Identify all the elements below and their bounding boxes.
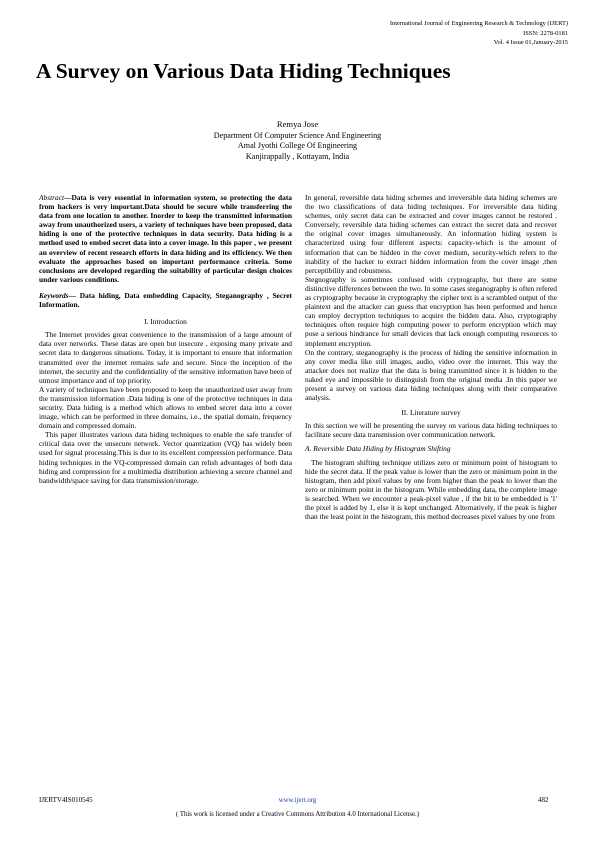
abstract-label: Abstract <box>39 193 65 202</box>
intro-paragraph-1: The Internet provides great convenience to the transmission of a large amount of data over networks. These datas are open but insecure , exposing many private and secret data to dangerous situations. Today, it is important to ensure that information transmitted over the internet remains safe and secure. Since the inception of the internet, the security and the confidentiality of the sensitive information have been of utmost importance and of top priority. <box>39 330 292 385</box>
author-name: Remya Jose <box>276 119 319 129</box>
footer-page-number: 482 <box>538 796 549 804</box>
section-heading-literature-survey: II. Literature survey <box>401 408 461 418</box>
issn: ISSN: 2278-0181 <box>523 29 568 37</box>
author-location: Kanjirappally , Kottayam, India <box>245 151 350 161</box>
author-college: Amal Jyothi College Of Engineering <box>237 141 358 150</box>
footer-paper-id: IJERTV4IS010545 <box>39 796 93 804</box>
body-paragraph-4: In this section we will be presenting the survey on various data hiding techniques to facilitate secure data transmission over communication network. <box>305 421 557 440</box>
journal-header <box>390 19 568 48</box>
intro-paragraph-3: This paper illustrates various data hiding techniques to enable the safe transfer of critical data over the unsecure network. Vector quantization (VQ) has widely been used for signal processing.This is due to its excellent compression performance. Data hiding techniques in the VQ-compressed domain can relish advantages of both data hiding and compression for a multimedia distribution achieving a secure channel and bandwidth/space saving for data transmission/storage. <box>39 430 292 485</box>
abstract-text: —Data is very essential in information system, so protecting the data from hackers is very important.Data should be secure while transferring the data from one location to another. Inorder to keep the transmitted information away from unauthorized users, a variety of techniques have been proposed, data hiding is one of the protective techniques in data security. Data hiding is a method used to embed secret data into a cover image. In this paper , we present an overview of recent research efforts in data hiding and its efficiency. We then evaluate the approaches based on important performance criteria. Some conclusions are developed regarding the suitability of particular design choices under various conditions. <box>39 193 292 284</box>
body-paragraph-2: Stegnography is sometimes confused with cryptography, but there are some distinctive differences between the two. In some cases steganography is often refered as cryptography because in cryptography the cipher text is a scrambled output of the plaintext and the attacker can guess that encryption has been performed and hence can employ decryption techniques to acquire the hidden data. Also, cryptography techniques often require high computing power to perform encryption which may pose a serious hindrance for small devices that lack enough computing resources to implement encryption. <box>305 274 557 348</box>
paper-title: A Survey on Various Data Hiding Techniques <box>36 59 451 83</box>
body-paragraph-1: In general, reversible data hiding schemes and irreversible data hiding schemes are the two classifications of data hiding techniques. For irreversible data hiding schemes, only secret data can be extracted and cover images cannot be restored . Conversely, reversible data hiding schemes can extract the secret data and recover the original cover images simultaneously. An information hiding system is characterized using four different aspects: capacity-which is the amount of information that can be hidden in the cover medium, security-which refers to the inability of the hacker to extract hidden information from the cover image ,then perceptibility and robustness. <box>305 193 557 275</box>
author-department: Department Of Computer Science And Engineering <box>213 130 382 140</box>
keywords-text: — Data hiding, Data embedding Capacity, Steganography , Secret Information. <box>39 290 292 310</box>
left-column <box>39 193 292 485</box>
body-paragraph-5: The histogram shifting technique utilizes zero or minimum point of histogram to hide the secret data. If the peak value is lower than the zero or minimum point in the histogram, then add pixel values by one from higher than the peak to lower than the zero or minimum point in the histogram. While embedding data, the complete image is searched. When we encounter a peak-pixel value , if the bit to be embedded is '1' the pixel is added by 1, else it is kept unchanged. Alternatively, if the peak is higher than the least point in the histogram, this method decreases pixel values by one from <box>305 457 557 522</box>
abstract <box>39 193 292 284</box>
subsection-heading: A. Reversible Data Hiding by Histogram Shifting <box>305 444 451 454</box>
footer-license: ( This work is licensed under a Creative Commons Attribution 4.0 International License.) <box>176 811 419 818</box>
keywords <box>39 291 292 309</box>
volume-issue: Vol. 4 Issue 01,January-2015 <box>493 39 568 46</box>
journal-name: International Journal of Engineering Research & Technology (IJERT) <box>389 20 568 27</box>
footer-website[interactable]: www.ijert.org <box>278 797 317 804</box>
author-block <box>0 119 595 162</box>
section-heading-introduction: I. Introduction <box>144 317 187 327</box>
keywords-label: Keywords <box>39 290 69 300</box>
right-column <box>305 193 557 521</box>
body-paragraph-3: On the contrary, steganography is the process of hiding the sensitive information in any cover media like still images, audio, video over the internet. This way the attacker does not realize that the data is being transmitted since it is hidden to the naked eye and impossible to distinguish from the original media .In this paper we present a survey on various data hiding techniques along with their comparative analysis. <box>305 347 557 403</box>
intro-paragraph-2: A variety of techniques have been proposed to keep the unauthorized user away from the transmission information .Data hiding is one of the protective techniques in data security. Data hiding is a method which allows to embed secret data into a cover image, which can be performed in three domains, i.e., the spatial domain, frequency domain and compressed domain. <box>39 384 292 431</box>
